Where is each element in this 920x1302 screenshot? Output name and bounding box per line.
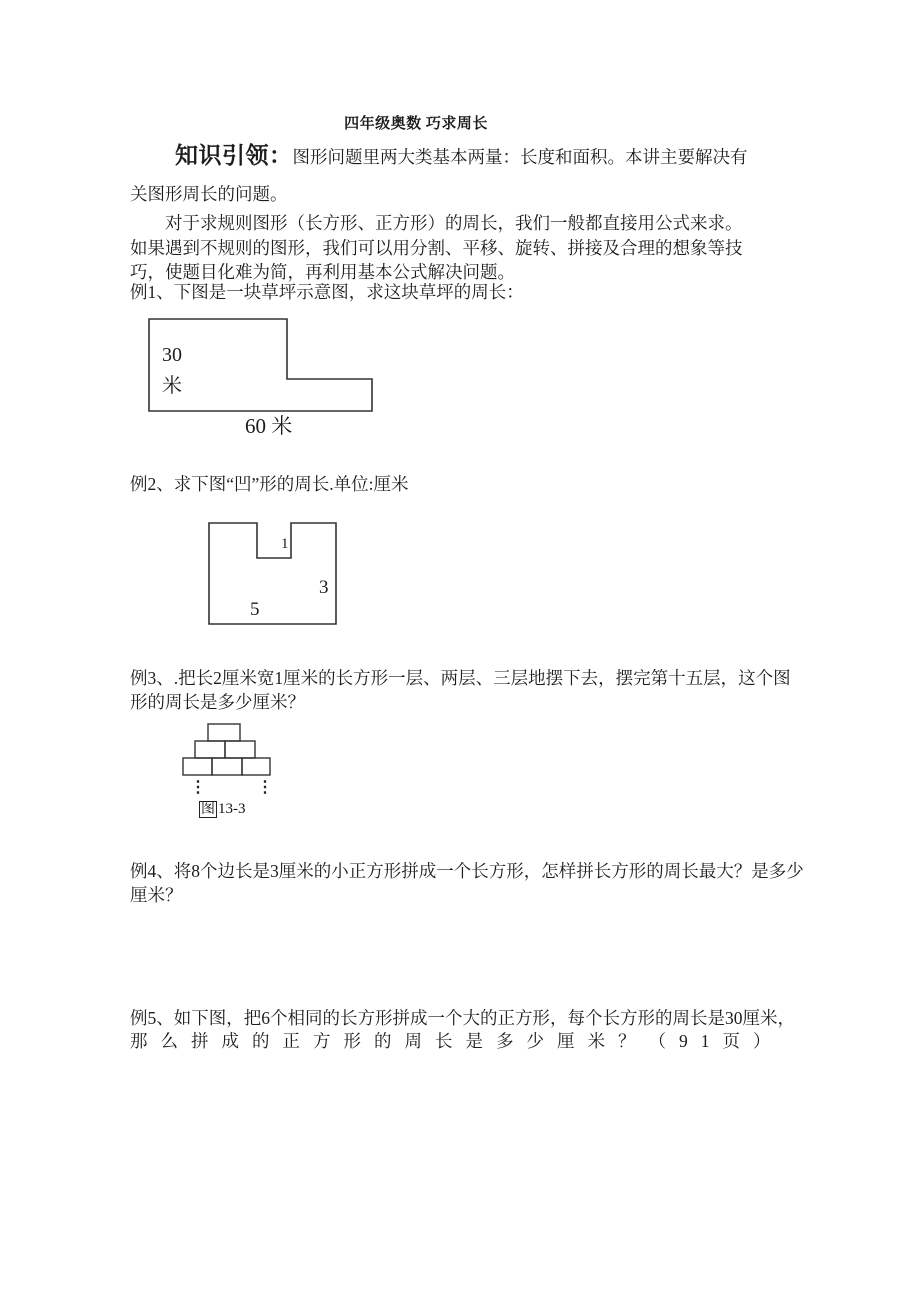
figure-2-notch-depth-label: 1 xyxy=(281,536,289,552)
page-title: 四年级奥数 巧求周长 xyxy=(344,116,488,132)
example-4-text-line-2: 厘米？ xyxy=(130,885,183,905)
concave-shape-outline xyxy=(208,522,340,627)
brick-row2-1 xyxy=(195,741,225,758)
brick-pyramid-outline xyxy=(182,723,274,778)
example-3-text-line-2: 形的周长是多少厘米？ xyxy=(130,692,305,712)
example-5-text-line-2: 那么拼成的正方形的周长是多少厘米？（91页） xyxy=(130,1031,784,1051)
figure-2-bottom-side-label: 5 xyxy=(250,599,260,620)
example-1-text: 例1、下图是一块草坪示意图，求这块草坪的周长： xyxy=(130,282,524,302)
ellipsis-left: ⋮ xyxy=(190,779,206,796)
intro-line-1 xyxy=(130,143,837,168)
figure-1-lawn-diagram xyxy=(148,318,374,440)
intro-line-2: 关图形周长的问题。 xyxy=(130,184,288,204)
intro-text-1: 图形问题里两大类基本两量：长度和面积。本讲主要解决有 xyxy=(292,147,748,167)
figure-3-caption xyxy=(199,801,246,818)
figure-1-height-value-label: 30 xyxy=(162,344,182,366)
overview-line-1: 对于求规则图形（长方形、正方形）的周长，我们一般都直接用公式来求。 xyxy=(165,213,743,233)
figure-2-right-side-label: 3 xyxy=(319,577,329,598)
figure-1-width-label: 60 米 xyxy=(245,414,293,438)
figure-2-concave-diagram xyxy=(208,522,340,628)
figure-3-caption-prefix: 图 xyxy=(201,802,215,817)
ellipsis-right: ⋮ xyxy=(257,779,273,796)
figure-3-brick-pyramid-diagram xyxy=(182,723,282,821)
knowledge-lead: 知识引领： xyxy=(175,143,293,168)
overview-line-2: 如果遇到不规则的图形，我们可以用分割、平移、旋转、拼接及合理的想象等技 xyxy=(130,238,743,258)
example-5-text-line-1: 例5、如下图，把6个相同的长方形拼成一个大的正方形，每个长方形的周长是30厘米， xyxy=(130,1008,795,1028)
brick-row1-1 xyxy=(208,724,240,741)
example-4-text-line-1: 例4、将8个边长是3厘米的小正方形拼成一个长方形，怎样拼长方形的周长最大？是多少 xyxy=(130,861,804,881)
brick-row3-1 xyxy=(183,758,212,775)
figure-1-height-unit-label: 米 xyxy=(162,375,182,397)
brick-row3-3 xyxy=(242,758,270,775)
example-3-text-line-1: 例3、.把长2厘米宽1厘米的长方形一层、两层、三层地摆下去，摆完第十五层，这个图 xyxy=(130,668,791,688)
overview-line-3: 巧，使题目化难为简，再利用基本公式解决问题。 xyxy=(130,262,515,282)
brick-row3-2 xyxy=(212,758,242,775)
figure-3-caption-number: 13-3 xyxy=(218,801,246,817)
brick-row2-2 xyxy=(225,741,255,758)
example-2-text: 例2、求下图“凹”形的周长.单位:厘米 xyxy=(130,474,409,494)
